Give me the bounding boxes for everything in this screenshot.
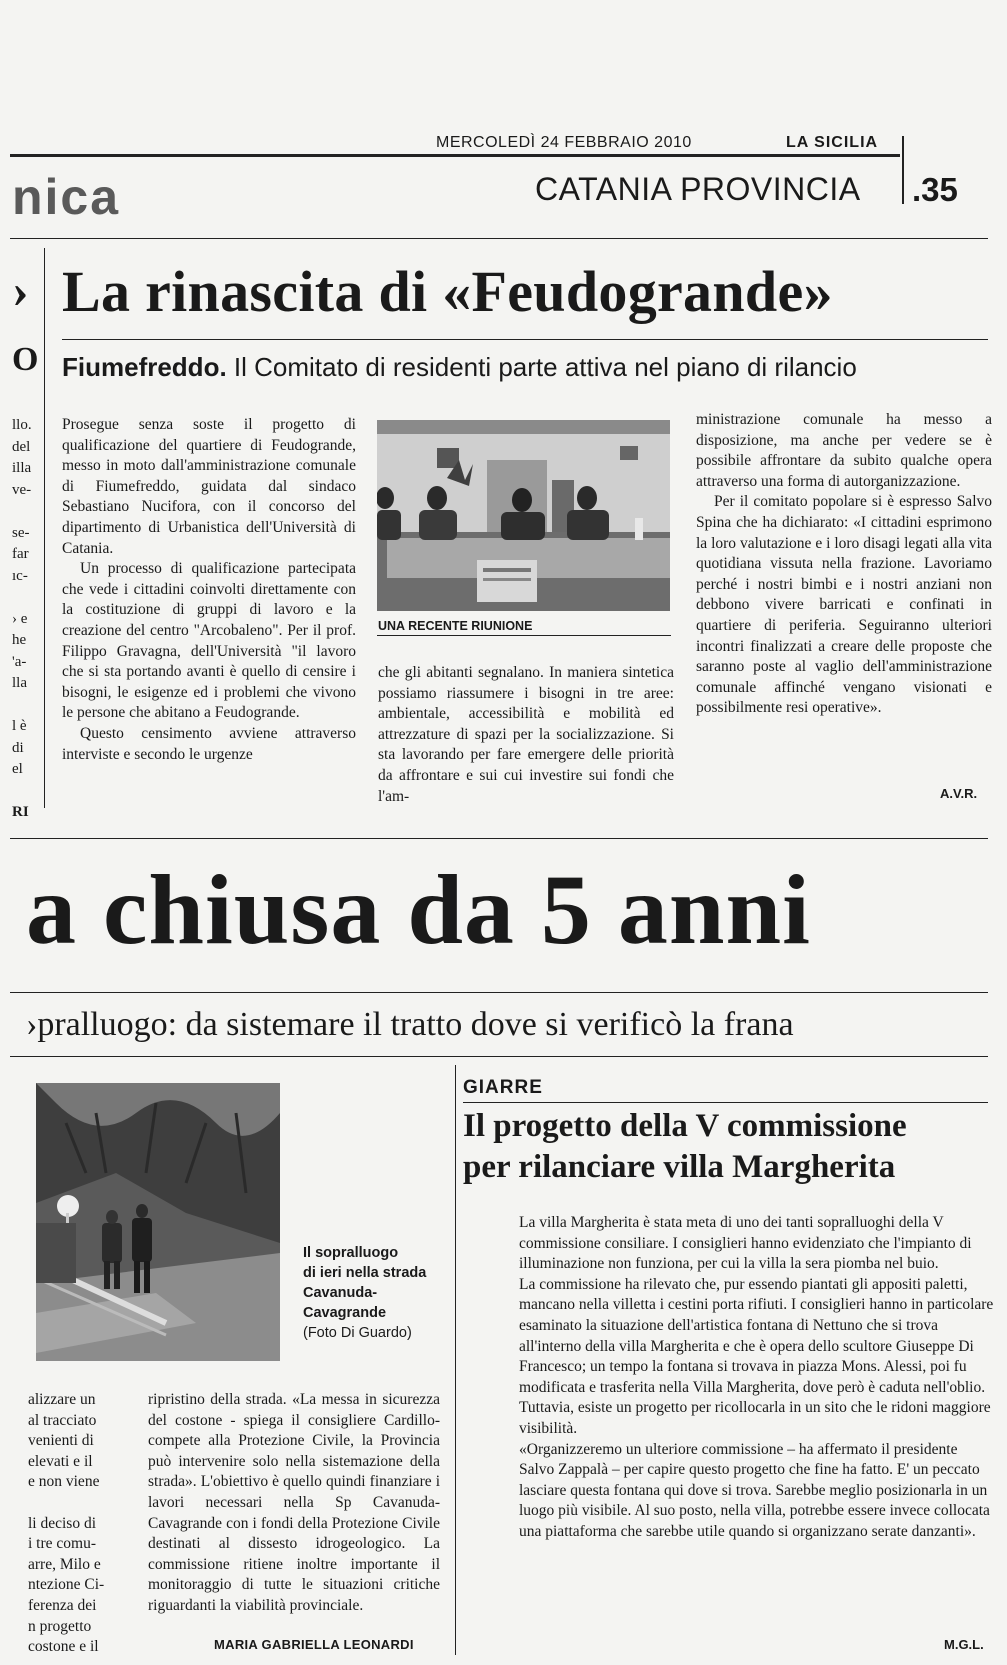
article2-column-rule xyxy=(455,1065,456,1655)
masthead-rule xyxy=(10,154,900,157)
article1-signature: A.V.R. xyxy=(940,786,978,801)
article2-headline: a chiusa da 5 anni xyxy=(26,854,811,965)
road-photo xyxy=(36,1083,280,1361)
article1-column2 xyxy=(378,663,674,807)
article1-photo-caption: UNA RECENTE RIUNIONE xyxy=(378,619,533,633)
article3-body xyxy=(519,1213,995,1543)
caption-rule xyxy=(377,635,671,636)
section-title: CATANIA PROVINCIA xyxy=(535,171,861,207)
photo-credit: (Foto Di Guardo) xyxy=(303,1325,412,1341)
article3-kicker: GIARRE xyxy=(463,1077,543,1098)
article1-paragraph: Prosegue senza soste il progetto di qualificazione del quartiere di Feudogrande, messo in moto dall'amministrazione comunale di Fiumefreddo, guidata dal sindaco Sebastiano Nucifora, con il concorso del dipartimento di Urbanistica dell'Università di Catania. xyxy=(62,416,356,557)
page-number: .35 xyxy=(912,171,958,208)
article1-kicker: Fiumefreddo. xyxy=(62,352,227,382)
article2-byline: MARIA GABRIELLA LEONARDI xyxy=(214,1637,414,1652)
meeting-photo xyxy=(377,420,670,611)
article3-kicker-rule xyxy=(463,1102,988,1103)
left-body-fragments: llo. del illa ve- se- far ıc- › e he 'a- lla l è di el RI xyxy=(12,417,32,820)
paper-name: LA SICILIA xyxy=(786,134,879,151)
article1-column3 xyxy=(696,410,992,719)
article-separator xyxy=(10,838,988,839)
page-date: MERCOLEDÌ 24 FEBBRAIO 2010 xyxy=(436,134,692,151)
article3-paragraph: La villa Margherita è stata meta di uno dei tanti sopralluoghi della V commissione consiliare. I consiglieri hanno evidenziato che l'impianto di illuminazione non funziona, per cui la villa la sera piomba nel buio. xyxy=(519,1214,972,1273)
article2-left-fragments: alizzare un al tracciato venienti di elevati e il e non viene li deciso di i tre comu- arre, Milo e ntezione Ci- ferenza dei n progetto costone e il xyxy=(28,1391,105,1656)
article1-column1 xyxy=(62,415,356,765)
article1-headline: La rinascita di «Feudogrande» xyxy=(62,259,833,324)
left-section-fragment: nica xyxy=(12,169,121,225)
article2-headline-rule xyxy=(10,992,988,993)
headline-rule xyxy=(62,339,988,340)
article1-paragraph: ministrazione comunale ha messo a disposizione, ma anche per vedere se è possibile affrontare da subito qualche opera attraverso una forma di autorganizzazione. xyxy=(696,411,992,490)
article2-subhead: ›pralluogo: da sistemare il tratto dove si verificò la frana xyxy=(26,1006,794,1043)
article1-paragraph: Un processo di qualificazione partecipata che vede i cittadini coinvolti direttamente con la costituzione di gruppi di lavoro e la creazione del centro "Arcobaleno". Per il prof. Filippo Gravagna, dell'Università "il lavoro che si sta portando avanti è quello di censire i bisogni, le esigenze ed i problemi che vivono le persone che abitano a Feudogrande. xyxy=(62,560,356,722)
article2-subhead-rule xyxy=(10,1056,988,1057)
article2-photo-caption: Il sopralluogo di ieri nella strada Cavanuda- Cavagrande (Foto Di Guardo) xyxy=(303,1245,427,1341)
article1-paragraph: che gli abitanti segnalano. In maniera sintetica possiamo riassumere i bisogni in tre aree: ambientale, accessibilità e mobilità ed attrezzature di spazi per la socializzazione. Si sta lavorando per fare emergere delle priorità da affrontare e sui cui investire sui fondi che l'am- xyxy=(378,664,674,805)
article3-paragraph: La commissione ha rilevato che, pur essendo piantati gli appositi paletti, mancano nella villetta i cestini porta rifiuti. I consiglieri hanno in particolare esaminato la situazione dell'artistica fontana di Nettuno che si trova all'interno della villa Margherita e che è opera dello scultore Giuseppe Di Francesco; un tempo la fontana si trovava in piazza Mons. Alessi, poi fu modificata e trasferita nella Villa Margherita, dove però è caduta nell'oblio. Tuttavia, esiste un progetto per ricollocarla in un sito che le ridoni maggiore visibilità. xyxy=(519,1275,994,1437)
article3-headline: Il progetto della V commissione per rilanciare villa Margherita xyxy=(463,1108,907,1185)
left-headline-fragment: › xyxy=(12,262,29,318)
article1-paragraph: Questo censimento avviene attraverso interviste e secondo le urgenze xyxy=(62,724,356,763)
masthead-divider xyxy=(902,136,904,204)
article1-subhead-text: Il Comitato di residenti parte attiva nel piano di rilancio xyxy=(233,352,857,382)
left-subhead-fragment: O xyxy=(12,341,39,378)
article1-paragraph: Per il comitato popolare si è espresso Salvo Spina che ha dichiarato: «I cittadini esprimono la loro valutazione e i loro disagi legati alla vita quotidiana vissuta nella frazione. Lavoriamo perché i nostri bimbi e i nostri anziani non debbono vivere barricati e confinati in quartiere di periferia. Seguiranno ulteriori incontri finalizzati a creare delle proposte che saranno poste al vaglio dell'amministrazione comunale affinché vengano visionati e possibilmente resi operative». xyxy=(696,493,992,717)
article2-paragraph: ripristino della strada. «La messa in sicurezza del costone - spiega il consigliere Cardillo- compete alla Protezione Civile, la Provincia può intervenire solo nella sistemazione della strada». L'obiettivo è quello quindi finanziare i lavori necessari nella Sp Cavanuda-Cavagrande con i fondi della Protezione Civile destinati al dissesto idrogeologico. La commissione ritiene inoltre importante il monitoraggio di tutte le situazioni critiche riguardanti la viabilità provinciale. xyxy=(148,1391,440,1614)
section-rule xyxy=(10,238,988,239)
article3-paragraph: «Organizzeremo un ulteriore commissione – ha affermato il presidente Salvo Zappalà – per capire questo progetto che fine ha fatto. E' un peccato lasciare questa fontana qui dove si trova. Sarebbe meglio posizionarla in un luogo più visibile. Al suo posto, nella villa, potrebbe essere invece collocata una piattaforma che sarebbe utile quando si organizzano serate danzanti». xyxy=(519,1440,990,1540)
left-column-rule xyxy=(44,248,45,808)
article3-signature: M.G.L. xyxy=(944,1637,984,1652)
article2-body xyxy=(148,1390,440,1617)
article1-subhead xyxy=(62,350,857,384)
